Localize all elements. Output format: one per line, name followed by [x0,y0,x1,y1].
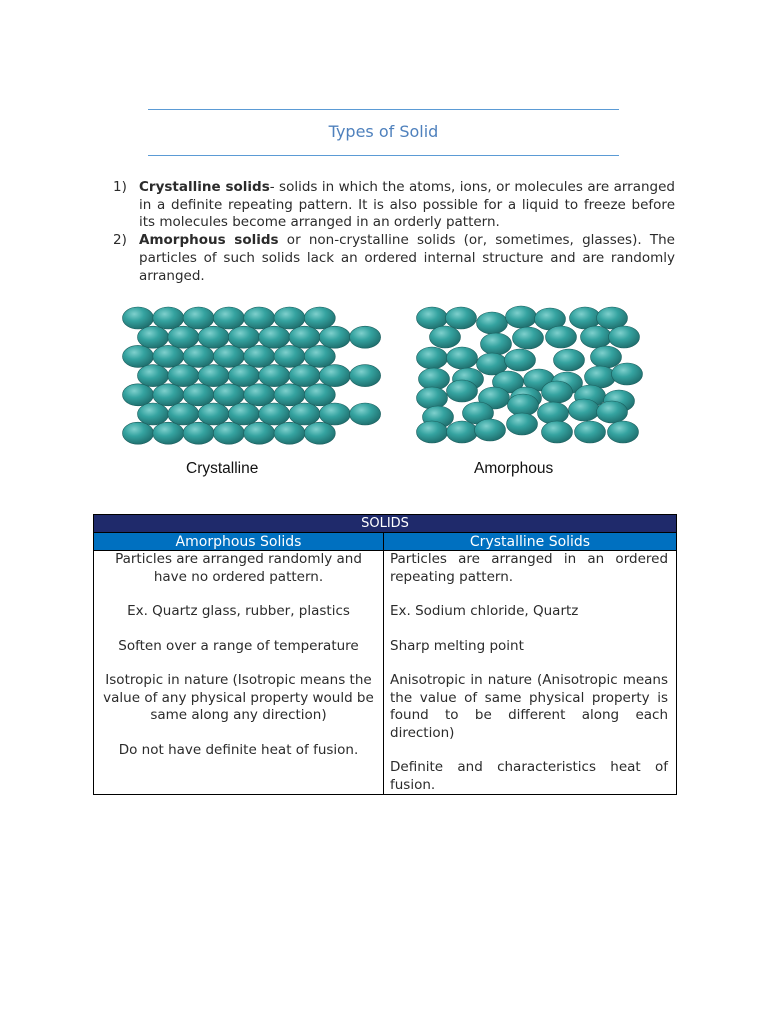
title-rule-bottom [148,155,619,156]
amorphous-particle [612,363,643,385]
crystalline-particle [274,422,305,444]
crystalline-particle [168,403,199,425]
column-header-crystalline: Crystalline Solids [384,533,677,551]
amorphous-property: Particles are arranged randomly and have no ordered pattern. [115,551,362,585]
particle-figure [112,300,657,450]
crystalline-particle [289,365,320,387]
table-heading-row [94,515,677,533]
crystalline-particle [259,365,290,387]
crystalline-particle [168,365,199,387]
amorphous-cluster-diagram [417,306,643,443]
amorphous-particle [597,307,628,329]
crystalline-particle [153,345,184,367]
table-column-header-row [94,533,677,551]
crystalline-particle [274,345,305,367]
table-heading: SOLIDS [94,515,677,533]
crystalline-particle [198,326,229,348]
crystalline-particle [153,422,184,444]
crystalline-particle [198,365,229,387]
crystalline-particle [213,384,244,406]
amorphous-particle [581,326,612,348]
amorphous-particle [542,421,573,443]
crystalline-particle [168,326,199,348]
crystalline-particle [213,307,244,329]
crystalline-particle [244,384,275,406]
crystalline-particle [350,365,381,387]
caption-crystalline: Crystalline [186,460,259,477]
amorphous-particle [481,333,512,355]
definition-term: Crystalline solids [139,179,270,195]
crystalline-particle [228,326,259,348]
crystalline-particle [183,384,214,406]
crystalline-property: Ex. Sodium chloride, Quartz [390,603,579,619]
amorphous-property: Ex. Quartz glass, rubber, plastics [127,603,350,619]
crystalline-particle [228,365,259,387]
crystalline-particle [350,326,381,348]
crystalline-particle [138,403,169,425]
table-row [94,551,677,795]
amorphous-property: Do not have definite heat of fusion. [118,741,359,758]
amorphous-particle [417,387,448,409]
crystalline-particle [153,307,184,329]
definition-text [139,232,675,285]
definition-term: Amorphous solids [139,232,279,249]
amorphous-property: Soften over a range of temperature [118,637,359,654]
list-number: 2) [113,232,127,249]
page-title: Types of Solid [328,122,439,141]
crystalline-particle [304,384,335,406]
crystalline-particle [228,403,259,425]
crystalline-particle [183,307,214,329]
crystalline-particle [319,403,350,425]
definition-item-amorphous [113,232,675,285]
amorphous-particle [446,307,477,329]
crystalline-particle [274,307,305,329]
amorphous-particle [508,394,539,416]
crystalline-particle [259,326,290,348]
crystalline-particle [123,345,154,367]
definition-text [139,179,675,232]
crystalline-particle [244,422,275,444]
amorphous-particle [585,366,616,388]
crystalline-particle [213,422,244,444]
amorphous-particle [546,326,577,348]
amorphous-property: Isotropic in nature (Isotropic means the value of any physical property would be same along any direction) [103,672,374,723]
definition-body: or non-crystalline solids (or, sometimes, glasses). The particles of such solids lack an ordered internal structure and are randomly arranged. [139,232,675,284]
crystalline-particle [274,384,305,406]
amorphous-particle [417,307,448,329]
crystalline-particle [183,422,214,444]
amorphous-particle [477,312,508,334]
crystalline-particle [138,365,169,387]
amorphous-particle [507,413,538,435]
amorphous-particle [447,421,478,443]
title-rule-top [148,109,619,110]
crystalline-particle [123,307,154,329]
amorphous-particle [597,401,628,423]
crystalline-property: Sharp melting point [390,637,524,654]
solids-comparison-table [93,514,677,795]
crystalline-particle [183,345,214,367]
crystalline-particle [350,403,381,425]
crystalline-particle [123,422,154,444]
crystalline-particle [319,365,350,387]
amorphous-particle [554,349,585,371]
crystalline-cell [384,551,677,795]
crystalline-particle [153,384,184,406]
amorphous-particle [430,326,461,348]
amorphous-particle [447,347,478,369]
crystalline-particle [289,326,320,348]
crystalline-particle [123,384,154,406]
amorphous-particle [538,402,569,424]
amorphous-particle [447,380,478,402]
crystalline-particle [244,345,275,367]
amorphous-particle [575,421,606,443]
crystalline-property: Anisotropic in nature (Anisotropic means the value of same physical property is found to be different along each direction) [390,672,669,741]
crystalline-particle [259,403,290,425]
caption-amorphous: Amorphous [474,460,554,477]
amorphous-particle [513,327,544,349]
crystalline-particle [304,307,335,329]
amorphous-particle [591,346,622,368]
crystalline-particle [138,326,169,348]
amorphous-particle [506,306,537,328]
amorphous-particle [569,399,600,421]
amorphous-particle [570,307,601,329]
crystalline-particle [304,422,335,444]
definition-body: - solids in which the atoms, ions, or molecules are arranged in a definite repeating pattern. It is also possible for a liquid to freeze before its molecules become arranged in an orderly pattern. [139,179,676,231]
crystalline-lattice-diagram [123,307,381,444]
amorphous-particle [475,419,506,441]
amorphous-particle [419,368,450,390]
definition-list [113,179,675,285]
amorphous-particle [417,347,448,369]
amorphous-particle [609,326,640,348]
amorphous-particle [417,421,448,443]
amorphous-particle [505,349,536,371]
crystalline-particle [213,345,244,367]
amorphous-particle [608,421,639,443]
crystalline-particle [289,403,320,425]
crystalline-particle [198,403,229,425]
definition-item-crystalline [113,179,675,232]
list-number: 1) [113,179,127,195]
crystalline-particle [319,326,350,348]
amorphous-particle [542,381,573,403]
crystalline-property: Particles are arranged in an ordered repeating pattern. [390,551,669,585]
crystalline-particle [244,307,275,329]
crystalline-property: Definite and characteristics heat of fusion. [390,759,669,793]
column-header-amorphous: Amorphous Solids [94,533,384,551]
amorphous-cell [94,551,384,795]
crystalline-particle [304,345,335,367]
